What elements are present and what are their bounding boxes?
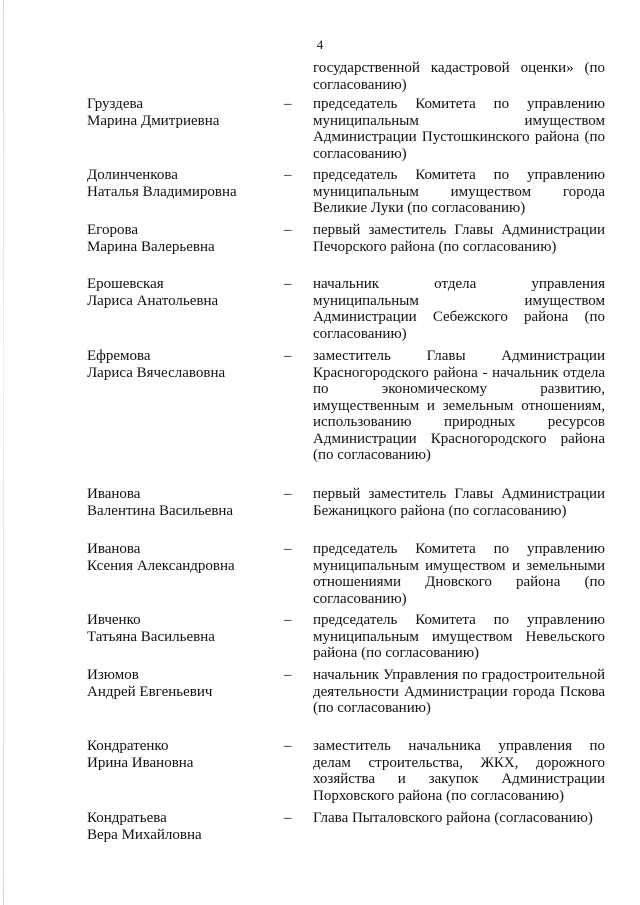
member-surname: Долинченкова <box>87 167 178 183</box>
continuation-text: государственной кадастровой оценки» (по согласованию) <box>313 60 605 93</box>
member-surname: Егорова <box>87 222 138 238</box>
dash-separator: – <box>284 276 292 292</box>
member-given-name: Наталья Владимировна <box>87 183 237 200</box>
member-surname: Ивченко <box>87 612 141 628</box>
dash-separator: – <box>284 222 292 238</box>
member-name <box>87 222 277 255</box>
member-surname: Кондратенко <box>87 738 169 754</box>
member-given-name: Валентина Васильевна <box>87 502 234 519</box>
member-position: председатель Комитета по управлению муниципальным имуществом Невельского района (по согласованию) <box>313 612 605 661</box>
member-surname: Груздева <box>87 96 144 112</box>
dash-separator: – <box>284 810 292 826</box>
member-given-name: Ирина Ивановна <box>87 754 194 771</box>
member-given-name: Татьяна Васильевна <box>87 628 215 645</box>
member-position: заместитель начальника управления по делам строительства, ЖКХ, дорожного хозяйства и закупок Администрации Порховского района (по согласованию) <box>313 738 605 804</box>
scan-edge-line <box>3 0 4 905</box>
member-position: начальник Управления по градостроительной деятельности Администрации города Пскова (по согласованию) <box>313 667 605 716</box>
member-surname: Ефремова <box>87 348 151 364</box>
member-given-name: Лариса Анатольевна <box>87 292 219 309</box>
dash-separator: – <box>284 96 292 112</box>
member-name <box>87 167 277 200</box>
member-surname: Иванова <box>87 486 141 502</box>
member-name <box>87 541 277 574</box>
member-position: первый заместитель Главы Администрации Бежаницкого района (по согласованию) <box>313 486 605 519</box>
member-name <box>87 486 277 519</box>
member-surname: Изюмов <box>87 667 139 683</box>
member-name <box>87 96 277 129</box>
member-name <box>87 612 277 645</box>
member-position: председатель Комитета по управлению муниципальным имуществом и земельными отношениями Дновского района (по согласованию) <box>313 541 605 607</box>
member-position: начальник отдела управления муниципальным имуществом Администрации Себежского района (по согласованию) <box>313 276 605 342</box>
dash-separator: – <box>284 167 292 183</box>
member-position: Глава Пыталовского района (согласованию) <box>313 810 593 826</box>
member-name <box>87 276 277 309</box>
member-position: заместитель Главы Администрации Красногородского района - начальник отдела по экономическому развитию, имущественным и земельным отношениям, использованию природных ресурсов Администрации Красногородского района (по согласованию) <box>313 348 605 463</box>
member-position: председатель Комитета по управлению муниципальным имуществом Администрации Пустошкинского района (по согласованию) <box>313 96 605 162</box>
member-given-name: Марина Дмитриевна <box>87 112 220 129</box>
member-position: первый заместитель Главы Администрации Печорского района (по согласованию) <box>313 222 605 255</box>
member-name <box>87 810 277 843</box>
member-surname: Иванова <box>87 541 141 557</box>
member-given-name: Ксения Александровна <box>87 557 235 574</box>
dash-separator: – <box>284 612 292 628</box>
member-given-name: Вера Михайловна <box>87 826 202 843</box>
dash-separator: – <box>284 541 292 557</box>
dash-separator: – <box>284 486 292 502</box>
member-surname: Кондратьева <box>87 810 167 826</box>
member-name <box>87 667 277 700</box>
member-name <box>87 348 277 381</box>
member-name <box>87 738 277 771</box>
dash-separator: – <box>284 738 292 754</box>
dash-separator: – <box>284 667 292 683</box>
page-number: 4 <box>316 37 324 52</box>
member-surname: Ерошевская <box>87 276 164 292</box>
member-given-name: Марина Валерьевна <box>87 238 215 255</box>
member-given-name: Андрей Евгеньевич <box>87 683 213 700</box>
dash-separator: – <box>284 348 292 364</box>
member-position: председатель Комитета по управлению муниципальным имуществом города Великие Луки (по согласованию) <box>313 167 605 216</box>
member-given-name: Лариса Вячеславовна <box>87 364 226 381</box>
